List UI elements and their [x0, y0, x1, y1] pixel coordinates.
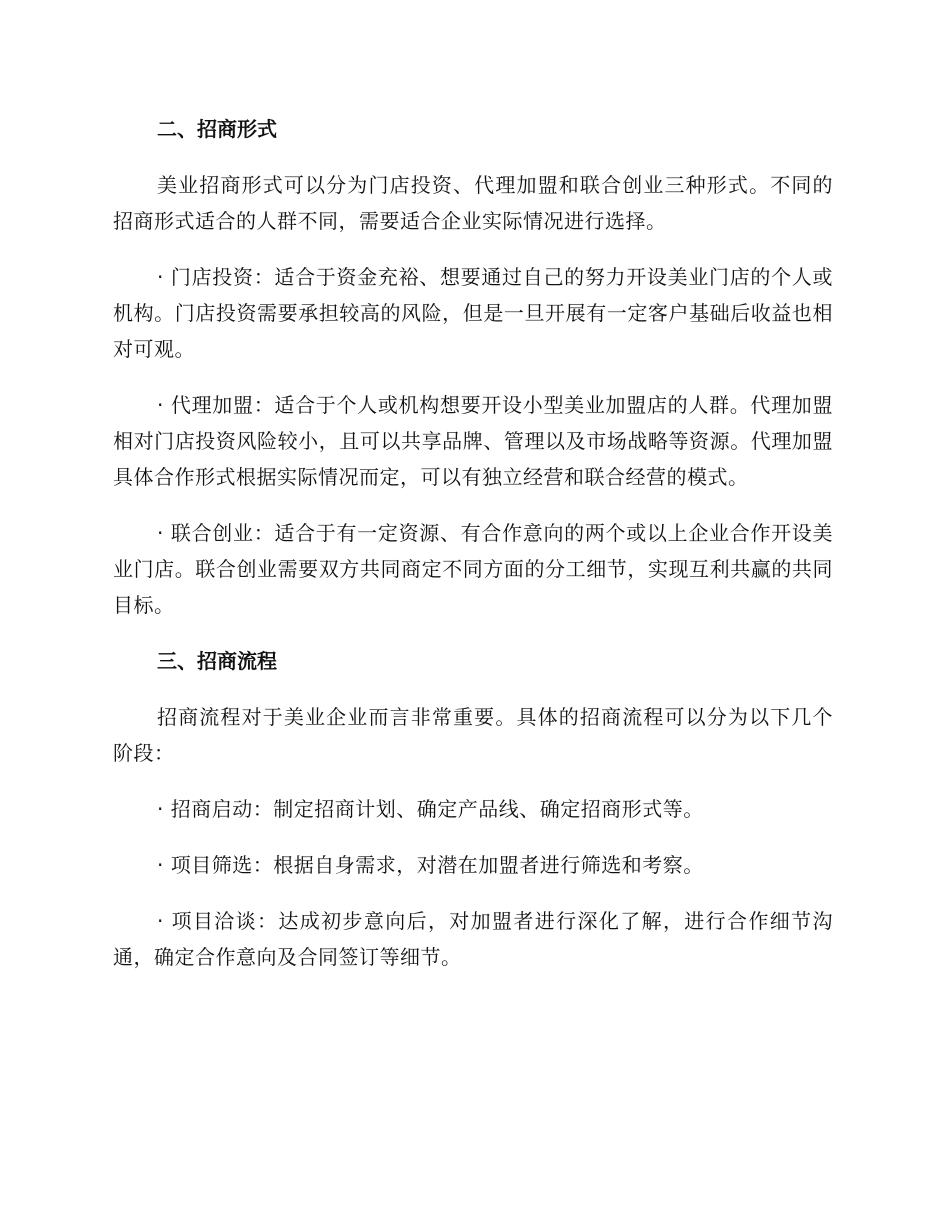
section-heading-recruitment-forms: 二、招商形式 — [157, 117, 277, 141]
list-item-project-negotiation: · 项目洽谈：达成初步意向后，对加盟者进行深化了解，进行合作细节沟通，确定合作意向及合同签订等细节。 — [113, 909, 833, 969]
list-item-joint-venture: · 联合创业：适合于有一定资源、有合作意向的两个或以上企业合作开设美业门店。联合创业需要双方共同商定不同方面的分工细节，实现互利共赢的共同目标。 — [113, 521, 833, 617]
list-item-store-investment: · 门店投资：适合于资金充裕、想要通过自己的努力开设美业门店的个人或机构。门店投资需要承担较高的风险，但是一旦开展有一定客户基础后收益也相对可观。 — [113, 265, 833, 361]
list-item-project-screening: · 项目筛选：根据自身需求，对潜在加盟者进行筛选和考察。 — [157, 853, 704, 877]
paragraph-recruitment-forms-intro: 美业招商形式可以分为门店投资、代理加盟和联合创业三种形式。不同的招商形式适合的人群不同，需要适合企业实际情况进行选择。 — [113, 173, 833, 233]
document-body — [113, 111, 833, 995]
list-item-franchise-agency: · 代理加盟：适合于个人或机构想要开设小型美业加盟店的人群。代理加盟相对门店投资风险较小，且可以共享品牌、管理以及市场战略等资源。代理加盟具体合作形式根据实际情况而定，可以有独立经营和联合经营的模式。 — [113, 393, 833, 489]
list-item-recruitment-launch: · 招商启动：制定招商计划、确定产品线、确定招商形式等。 — [157, 797, 704, 821]
paragraph-recruitment-process-intro: 招商流程对于美业企业而言非常重要。具体的招商流程可以分为以下几个阶段： — [113, 705, 833, 765]
section-heading-recruitment-process: 三、招商流程 — [157, 649, 277, 673]
